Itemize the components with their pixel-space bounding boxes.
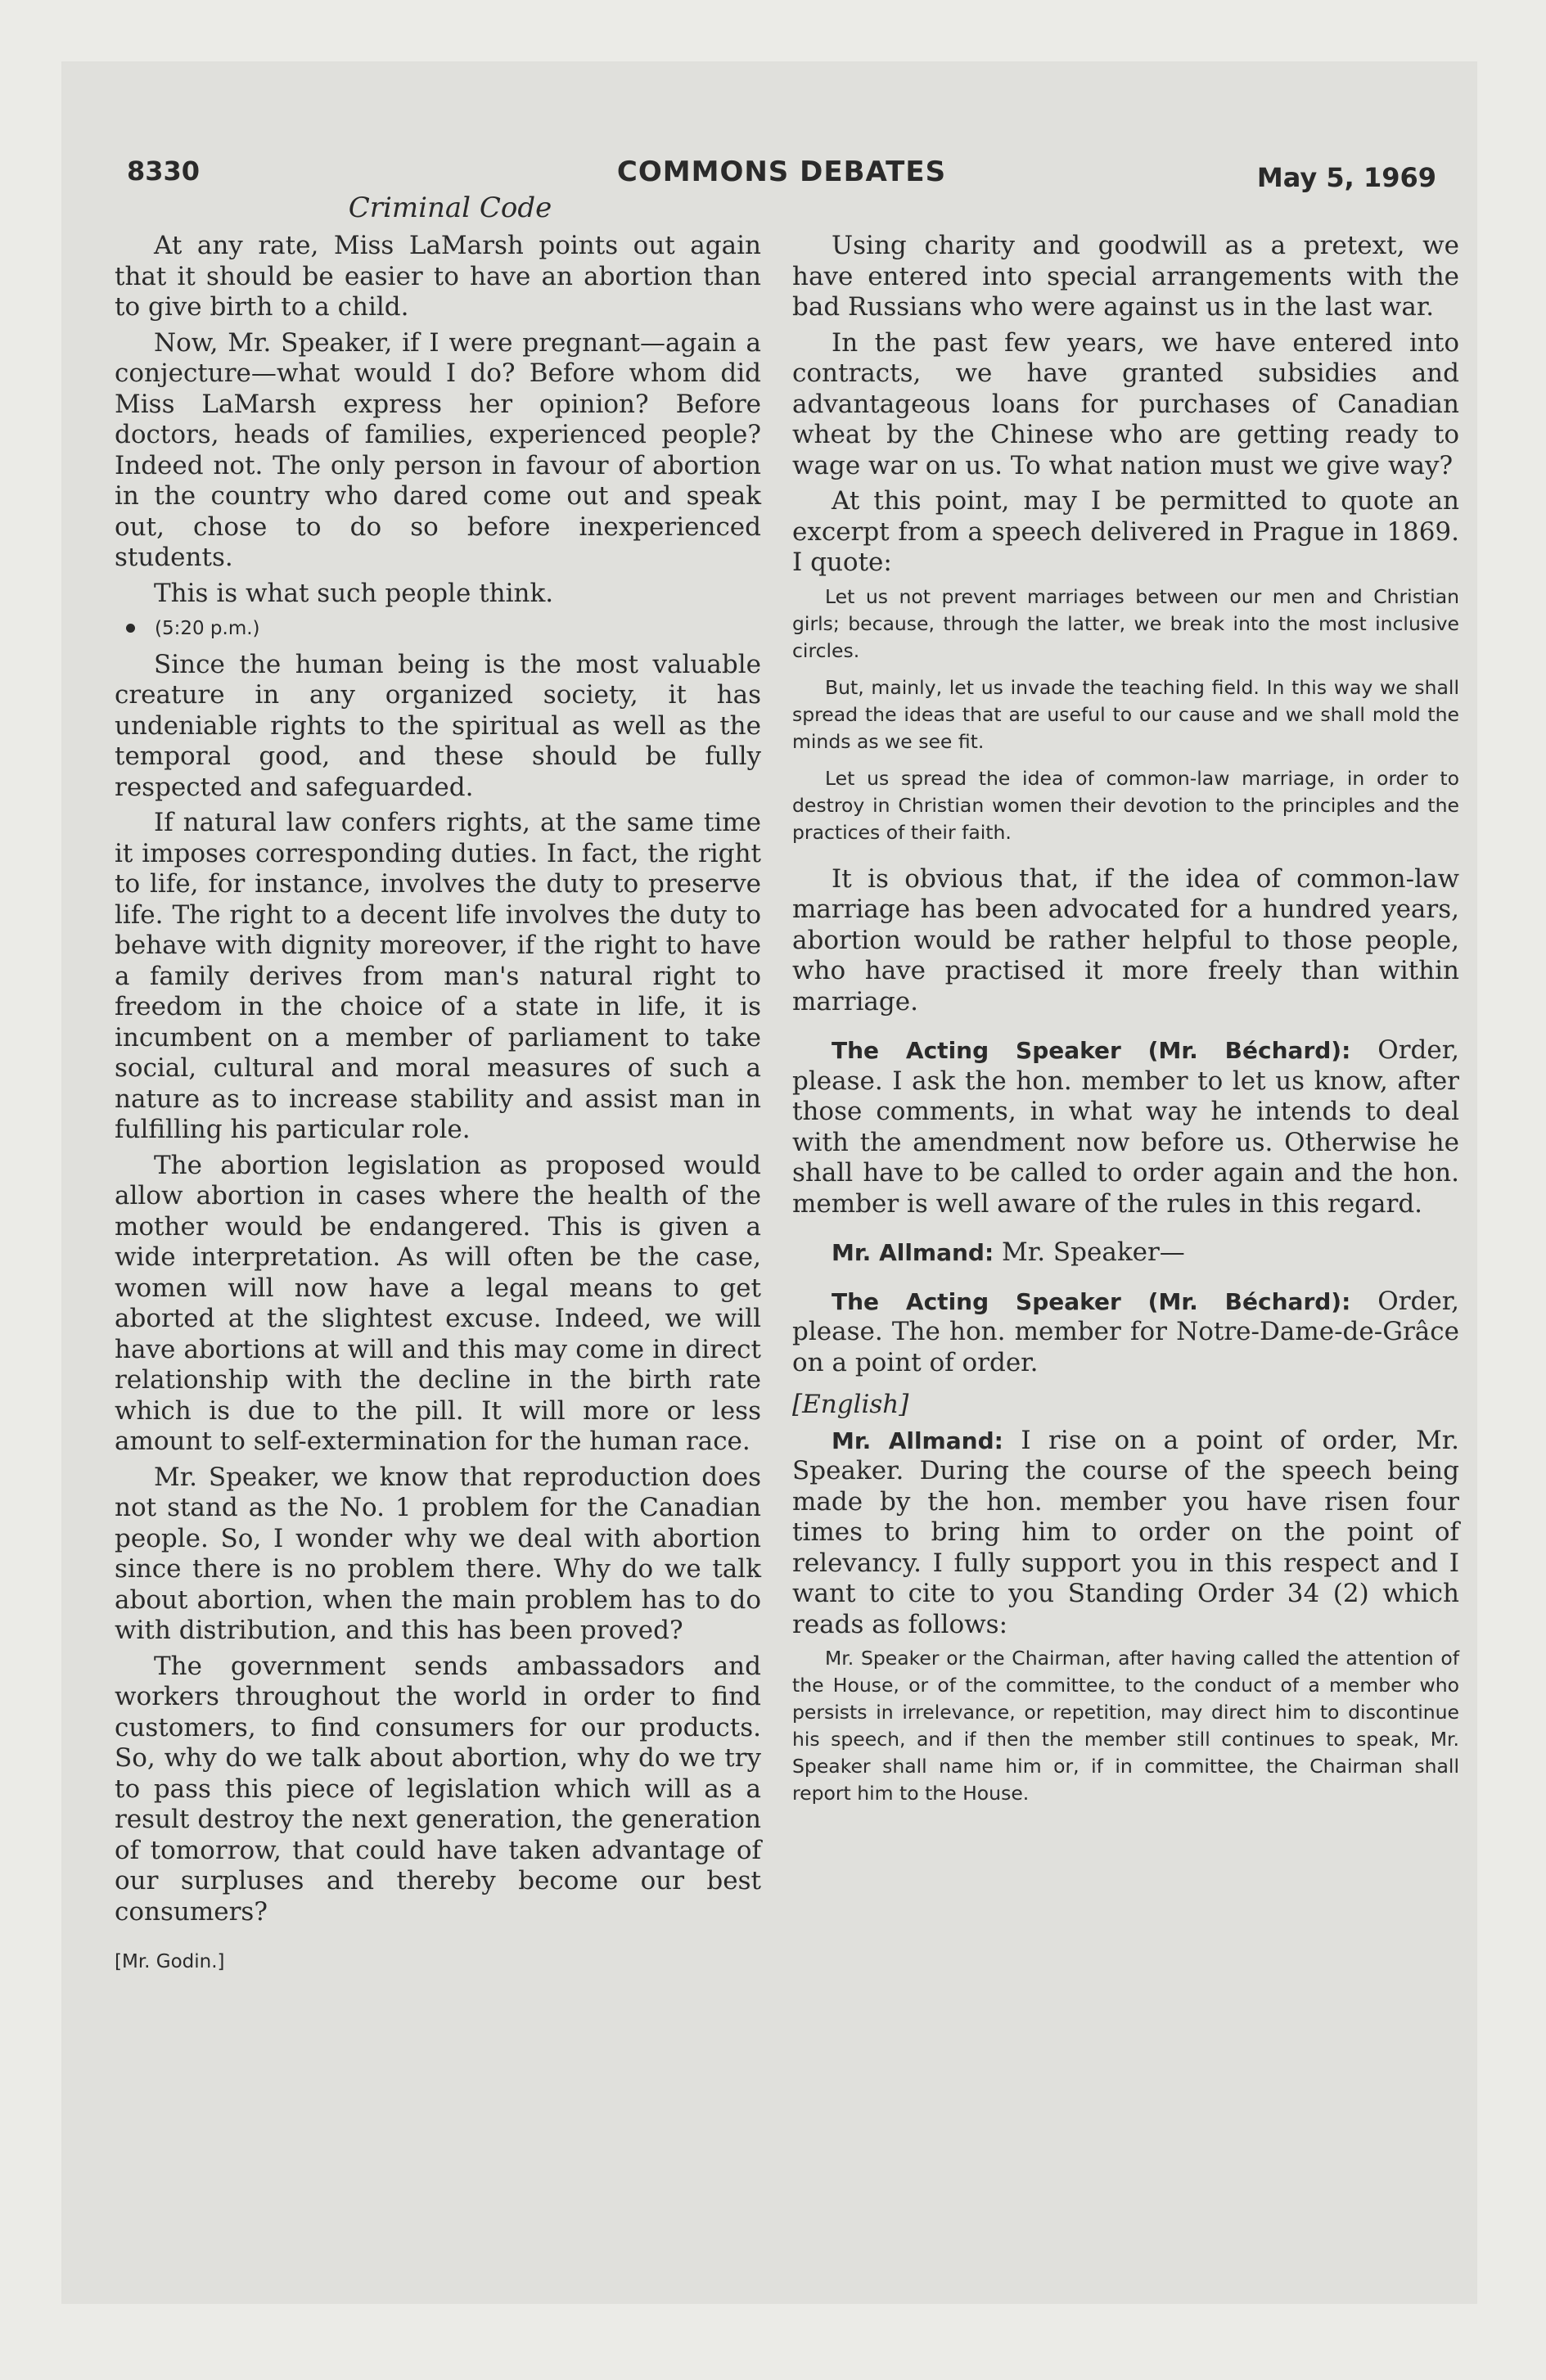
time-stamp [115,614,761,645]
paragraph: If natural law confers rights, at the same time it imposes corresponding duties. In fact, the right to life, for instance, involves the duty to preserve life. The right to a decent life involves the duty to behave with dignity moreover, if the right to have a family derives from man's natural right to freedom in the choice of a state in life, it is incumbent on a member of parliament to take social, cultural and moral measures of such a nature as to increase stability and assist man in fulfilling his particular role. [115,808,761,1144]
paragraph: This is what such people think. [154,578,554,608]
paragraph: Since the human being is the most valuable creature in any organized society, it has undeniable rights to the spiritual as well as the temporal good, and these should be fully respected and safeguarded. [115,649,761,802]
right-column [792,231,1459,1817]
speech-text: Mr. Speaker— [1002,1237,1185,1267]
paragraph: Now, Mr. Speaker, if I were pregnant—again a conjecture—what would I do? Before whom did Miss LaMarsh express her opinion? Before doctors, heads of families, experienced people? Indeed not. The only person in favour of abortion in the country who dared come out and speak out, chose to do so before inexperienced students. [115,327,761,572]
paragraph: In the past few years, we have entered into contracts, we have granted subsidies and advantageous loans for purchases of Canadian wheat by the Chinese who are getting ready to wage war on us. To what nation must we give way? [792,327,1459,480]
section-title: Criminal Code [348,192,552,224]
paragraph: At this point, may I be permitted to quote an excerpt from a speech delivered in Prague in 1869. I quote: [792,486,1459,577]
speech-entry [792,1237,1459,1269]
speech-entry [792,1287,1459,1379]
paragraph: Mr. Speaker, we know that reproduction does not stand as the No. 1 problem for the Canadian people. So, I wonder why we deal with abortion since there is no problem there. Why do we talk about abortion, when the main problem has to do with distribution, and this has been proved? [115,1462,761,1645]
quotation: Let us spread the idea of common-law marriage, in order to destroy in Christian women their devotion to the principles and the practices of their faith. [792,766,1459,844]
quotation: Let us not prevent marriages between our men and Christian girls; because, through the latter, we break into the most inclusive circles. [792,584,1459,662]
left-column [115,231,761,1983]
speech-text: Order, please. The hon. member for Notre-Dame-de-Grâce on a point of order. [792,1286,1459,1377]
speaker-name: The Acting Speaker (Mr. Béchard): [832,1287,1351,1315]
page-date: May 5, 1969 [1256,162,1436,193]
speaker-name: Mr. Allmand: [832,1427,1003,1454]
paragraph: The abortion legislation as proposed would allow abortion in cases where the health of the mother would be endangered. This is given a wide interpretation. As will often be the case, women will now have a legal means to get aborted at the slightest excuse. Indeed, we will have abortions at will and this may come in direct relationship with the decline in the birth rate which is due to the pill. It will more or less amount to self-extermination for the human race. [115,1150,761,1456]
running-head: COMMONS DEBATES [616,156,947,188]
quotation: But, mainly, let us invade the teaching field. In this way we shall spread the ideas that are useful to our cause and we shall mold the minds as we see fit. [792,675,1459,753]
paragraph: It is obvious that, if the idea of common-law marriage has been advocated for a hundred years, abortion would be rather helpful to those people, who have practised it more freely than within marriage. [792,863,1459,1016]
speaker-footer: [Mr. Godin.] [115,1951,225,1972]
speech-entry [792,1426,1459,1641]
paragraph: The government sends ambassadors and workers throughout the world in order to find customers, to find consumers for our products. So, why do we talk about abortion, why do we try to pass this piece of legislation which will as a result destroy the next generation, the generation of tomorrow, that could have taken advantage of our surpluses and thereby become our best consumers? [115,1651,761,1927]
speech-entry [792,1035,1459,1219]
language-marker: [English] [792,1390,909,1419]
speech-text: Order, please. I ask the hon. member to let us know, after those comments, in what way he intends to deal with the amendment now before us. Otherwise he shall have to be called to order again and the hon. member is well aware of the rules in this regard. [792,1035,1459,1219]
quotation: Mr. Speaker or the Chairman, after having called the attention of the House, or of the committee, to the conduct of a member who persists in irrelevance, or repetition, may direct him to discontinue his speech, and if then the member still continues to speak, Mr. Speaker shall name him or, if in committee, the Chairman shall report him to the House. [792,1647,1459,1805]
speaker-name: Mr. Allmand: [832,1239,994,1266]
time-text: (5:20 p.m.) [155,618,260,639]
speech-text: I rise on a point of order, Mr. Speaker. During the course of the speech being made by the hon. member you have risen four times to bring him to order on the point of relevancy. I fully support you in this respect and I want to cite to you Standing Order 34 (2) which reads as follows: [792,1425,1459,1639]
paragraph: At any rate, Miss LaMarsh points out again that it should be easier to have an abortion than to give birth to a child. [115,231,761,322]
bullet-icon [126,624,135,633]
page-number: 8330 [127,156,201,187]
paragraph: Using charity and goodwill as a pretext, we have entered into special arrangements with the bad Russians who were against us in the last war. [792,231,1459,322]
speaker-name: The Acting Speaker (Mr. Béchard): [832,1037,1351,1064]
